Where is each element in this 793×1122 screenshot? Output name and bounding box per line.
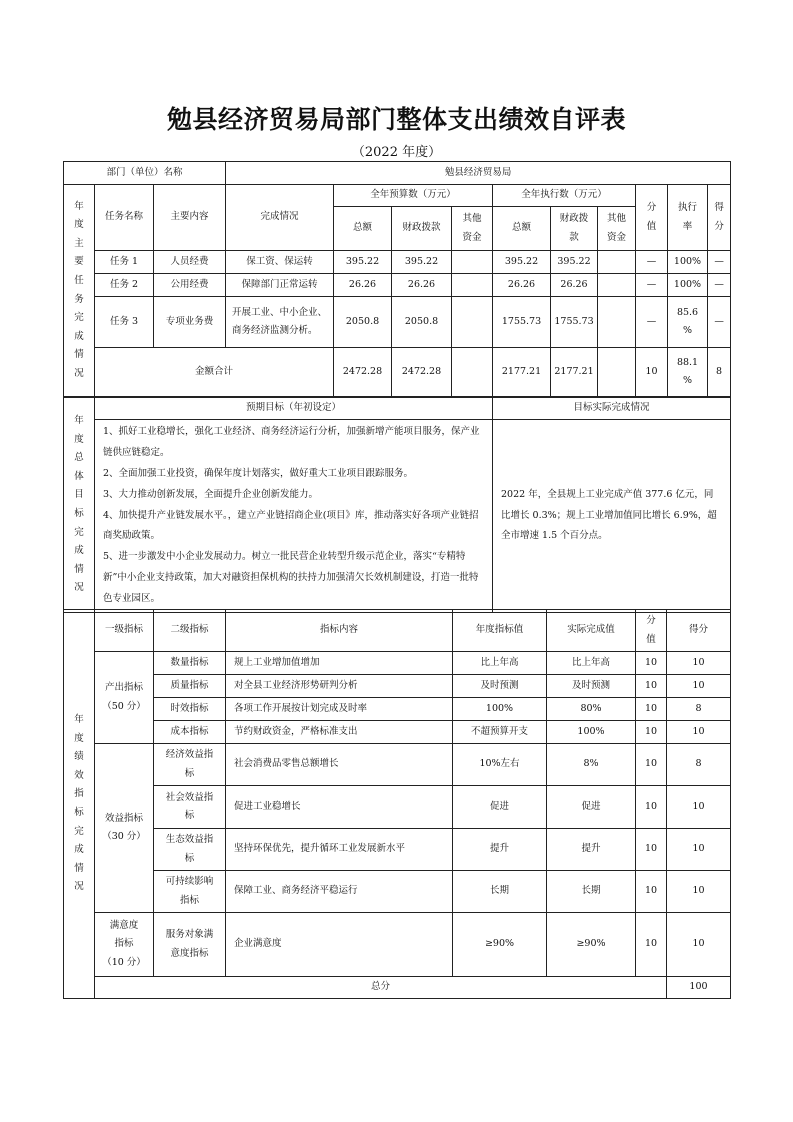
indicator-group-satisfaction: 满意度 指标 （10 分） <box>95 913 154 977</box>
score-value: 10 <box>636 698 667 721</box>
exec-fiscal: 395.22 <box>551 251 598 274</box>
target: 10%左右 <box>453 744 547 786</box>
indicator-row <box>64 721 731 744</box>
total-exec-rate: 88.1 % <box>668 348 708 397</box>
exec-total: 1755.73 <box>493 297 551 348</box>
goals-table <box>63 397 731 613</box>
content: 社会消费品零售总额增长 <box>226 744 453 786</box>
actual: 促进 <box>547 786 636 829</box>
score: 10 <box>667 913 731 977</box>
header-exec-group: 全年执行数（万元） <box>493 185 636 207</box>
actual: 长期 <box>547 871 636 913</box>
score-value: 10 <box>636 721 667 744</box>
level2: 服务对象满 意度指标 <box>154 913 226 977</box>
indicator-group-output: 产出指标 （50 分） <box>95 652 154 744</box>
score: — <box>708 274 731 297</box>
total-exec-fiscal: 2177.21 <box>551 348 598 397</box>
score: 10 <box>667 871 731 913</box>
target: 提升 <box>453 829 547 871</box>
exec-other <box>598 297 636 348</box>
page-subtitle: （2022 年度） <box>351 145 442 160</box>
header-score-value: 分 值 <box>636 610 667 652</box>
content: 节约财政资金，严格标准支出 <box>226 721 453 744</box>
actual: 及时预测 <box>547 675 636 698</box>
header-task-name: 任务名称 <box>95 185 154 251</box>
budget-other <box>452 297 493 348</box>
actual: 比上年高 <box>547 652 636 675</box>
grand-total-score-value: 100 <box>667 977 731 999</box>
exec-other <box>598 274 636 297</box>
content: 坚持环保优先，提升循环工业发展新水平 <box>226 829 453 871</box>
header-level1: 一级指标 <box>95 610 154 652</box>
exec-total: 26.26 <box>493 274 551 297</box>
total-row <box>64 348 731 397</box>
expected-goals <box>95 420 493 613</box>
header-score-value: 分 值 <box>636 185 668 251</box>
actual: 提升 <box>547 829 636 871</box>
indicator-row <box>64 652 731 675</box>
exec-rate: 100% <box>668 251 708 274</box>
task-content: 专项业务费 <box>154 297 226 348</box>
content: 各项工作开展按计划完成及时率 <box>226 698 453 721</box>
header-target: 年度指标值 <box>453 610 547 652</box>
target: 比上年高 <box>453 652 547 675</box>
task-row <box>64 274 731 297</box>
actual-header: 目标实际完成情况 <box>493 398 731 420</box>
content: 规上工业增加值增加 <box>226 652 453 675</box>
exec-fiscal: 26.26 <box>551 274 598 297</box>
target: 不超预算开支 <box>453 721 547 744</box>
budget-other <box>452 251 493 274</box>
header-budget-group: 全年预算数（万元） <box>334 185 493 207</box>
header-exec-rate: 执行 率 <box>668 185 708 251</box>
indicator-row <box>64 913 731 977</box>
indicator-group-benefit: 效益指标 （30 分） <box>95 744 154 913</box>
indicator-row <box>64 786 731 829</box>
header-exec-other: 其他 资金 <box>598 207 636 251</box>
exec-rate: 85.6 % <box>668 297 708 348</box>
level2: 数量指标 <box>154 652 226 675</box>
score-value: 10 <box>636 652 667 675</box>
header-budget-total: 总额 <box>334 207 392 251</box>
total-score: 8 <box>708 348 731 397</box>
header-completion: 完成情况 <box>226 185 334 251</box>
header-budget-fiscal: 财政拨款 <box>392 207 452 251</box>
score: 10 <box>667 786 731 829</box>
target: 长期 <box>453 871 547 913</box>
level2: 可持续影响 指标 <box>154 871 226 913</box>
task-row <box>64 251 731 274</box>
target: 及时预测 <box>453 675 547 698</box>
score-value: 10 <box>636 871 667 913</box>
score: 10 <box>667 829 731 871</box>
indicator-row <box>64 744 731 786</box>
task-completion: 保工资、保运转 <box>226 251 334 274</box>
actual: 80% <box>547 698 636 721</box>
target: ≥90% <box>453 913 547 977</box>
indicator-row <box>64 675 731 698</box>
page-title: 勉县经济贸易局部门整体支出绩效自评表 <box>166 105 626 134</box>
header-exec-fiscal: 财政拨 款 <box>551 207 598 251</box>
indicator-row <box>64 871 731 913</box>
department-value: 勉县经济贸易局 <box>226 162 731 185</box>
task-content: 人员经费 <box>154 251 226 274</box>
goals-side-label: 年 度 总 体 目 标 完 成 情 况 <box>64 398 95 613</box>
task-name: 任务 3 <box>95 297 154 348</box>
actual-completion: 2022 年，全县规上工业完成产值 377.6 亿元，同比增长 0.3%；规上工业增加值同比增长 6.9%，超全市增速 1.5 个百分点。 <box>493 420 731 613</box>
score: 10 <box>667 652 731 675</box>
content: 保障工业、商务经济平稳运行 <box>226 871 453 913</box>
indicator-row <box>64 698 731 721</box>
exec-rate: 100% <box>668 274 708 297</box>
task-row <box>64 297 731 348</box>
grand-total-label: 总分 <box>95 977 667 999</box>
exec-other <box>598 251 636 274</box>
actual: 100% <box>547 721 636 744</box>
department-label: 部门（单位）名称 <box>64 162 226 185</box>
total-budget-other <box>452 348 493 397</box>
total-budget-fiscal: 2472.28 <box>392 348 452 397</box>
target: 促进 <box>453 786 547 829</box>
budget-fiscal: 395.22 <box>392 251 452 274</box>
tasks-side-label: 年 度 主 要 任 务 完 成 情 况 <box>64 185 95 397</box>
header-main-content: 主要内容 <box>154 185 226 251</box>
indicators-side-label: 年 度 绩 效 指 标 完 成 情 况 <box>64 610 95 999</box>
goal-item: 5、进一步激发中小企业发展动力。树立一批民营企业转型升级示范企业，落实“专精特新”中小企业支持政策，加大对融资担保机构的扶持力加强清欠长效机制建设，打造一批特色专业园区。 <box>103 551 479 605</box>
score: 10 <box>667 675 731 698</box>
total-score-value: 10 <box>636 348 668 397</box>
header-level2: 二级指标 <box>154 610 226 652</box>
indicator-row <box>64 829 731 871</box>
expected-header: 预期目标（年初设定） <box>95 398 493 420</box>
task-name: 任务 2 <box>95 274 154 297</box>
level2: 社会效益指 标 <box>154 786 226 829</box>
indicators-table <box>63 609 731 999</box>
header-score: 得 分 <box>708 185 731 251</box>
task-completion: 开展工业、中小企业、商务经济监测分析。 <box>226 297 334 348</box>
score: 10 <box>667 721 731 744</box>
score-value: — <box>636 297 668 348</box>
header-score: 得分 <box>667 610 731 652</box>
goal-item: 4、加快提升产业链发展水平。，建立产业链招商企业(项目》库，推动落实好各项产业链招商奖励政策。 <box>103 509 479 542</box>
total-exec-other <box>598 348 636 397</box>
level2: 经济效益指 标 <box>154 744 226 786</box>
budget-fiscal: 26.26 <box>392 274 452 297</box>
content: 企业满意度 <box>226 913 453 977</box>
header-budget-other: 其他 资金 <box>452 207 493 251</box>
header-exec-total: 总额 <box>493 207 551 251</box>
budget-total: 2050.8 <box>334 297 392 348</box>
level2: 生态效益指 标 <box>154 829 226 871</box>
header-actual: 实际完成值 <box>547 610 636 652</box>
budget-total: 395.22 <box>334 251 392 274</box>
task-completion: 保障部门正常运转 <box>226 274 334 297</box>
level2: 成本指标 <box>154 721 226 744</box>
tasks-table <box>63 161 731 397</box>
total-exec-total: 2177.21 <box>493 348 551 397</box>
score: — <box>708 251 731 274</box>
budget-total: 26.26 <box>334 274 392 297</box>
score-value: — <box>636 251 668 274</box>
score-value: 10 <box>636 744 667 786</box>
target: 100% <box>453 698 547 721</box>
score: 8 <box>667 698 731 721</box>
score-value: 10 <box>636 786 667 829</box>
exec-total: 395.22 <box>493 251 551 274</box>
score-value: — <box>636 274 668 297</box>
score: 8 <box>667 744 731 786</box>
budget-fiscal: 2050.8 <box>392 297 452 348</box>
level2: 时效指标 <box>154 698 226 721</box>
actual: ≥90% <box>547 913 636 977</box>
total-label: 金额合计 <box>95 348 334 397</box>
goal-item: 2、全面加强工业投资，确保年度计划落实，做好重大工业项目跟踪服务。 <box>103 467 414 479</box>
task-name: 任务 1 <box>95 251 154 274</box>
exec-fiscal: 1755.73 <box>551 297 598 348</box>
total-budget-total: 2472.28 <box>334 348 392 397</box>
score-value: 10 <box>636 675 667 698</box>
goal-item: 1、抓好工业稳增长，强化工业经济、商务经济运行分析，加强新增产能项目服务，保产业链供应链稳定。 <box>103 426 480 458</box>
level2: 质量指标 <box>154 675 226 698</box>
goal-item: 3、大力推动创新发展，全面提升企业创新发能力。 <box>103 488 319 500</box>
score: — <box>708 297 731 348</box>
score-value: 10 <box>636 829 667 871</box>
content: 对全县工业经济形势研判分析 <box>226 675 453 698</box>
content: 促进工业稳增长 <box>226 786 453 829</box>
header-content: 指标内容 <box>226 610 453 652</box>
task-content: 公用经费 <box>154 274 226 297</box>
score-value: 10 <box>636 913 667 977</box>
budget-other <box>452 274 493 297</box>
grand-total-row <box>64 977 731 999</box>
actual: 8% <box>547 744 636 786</box>
